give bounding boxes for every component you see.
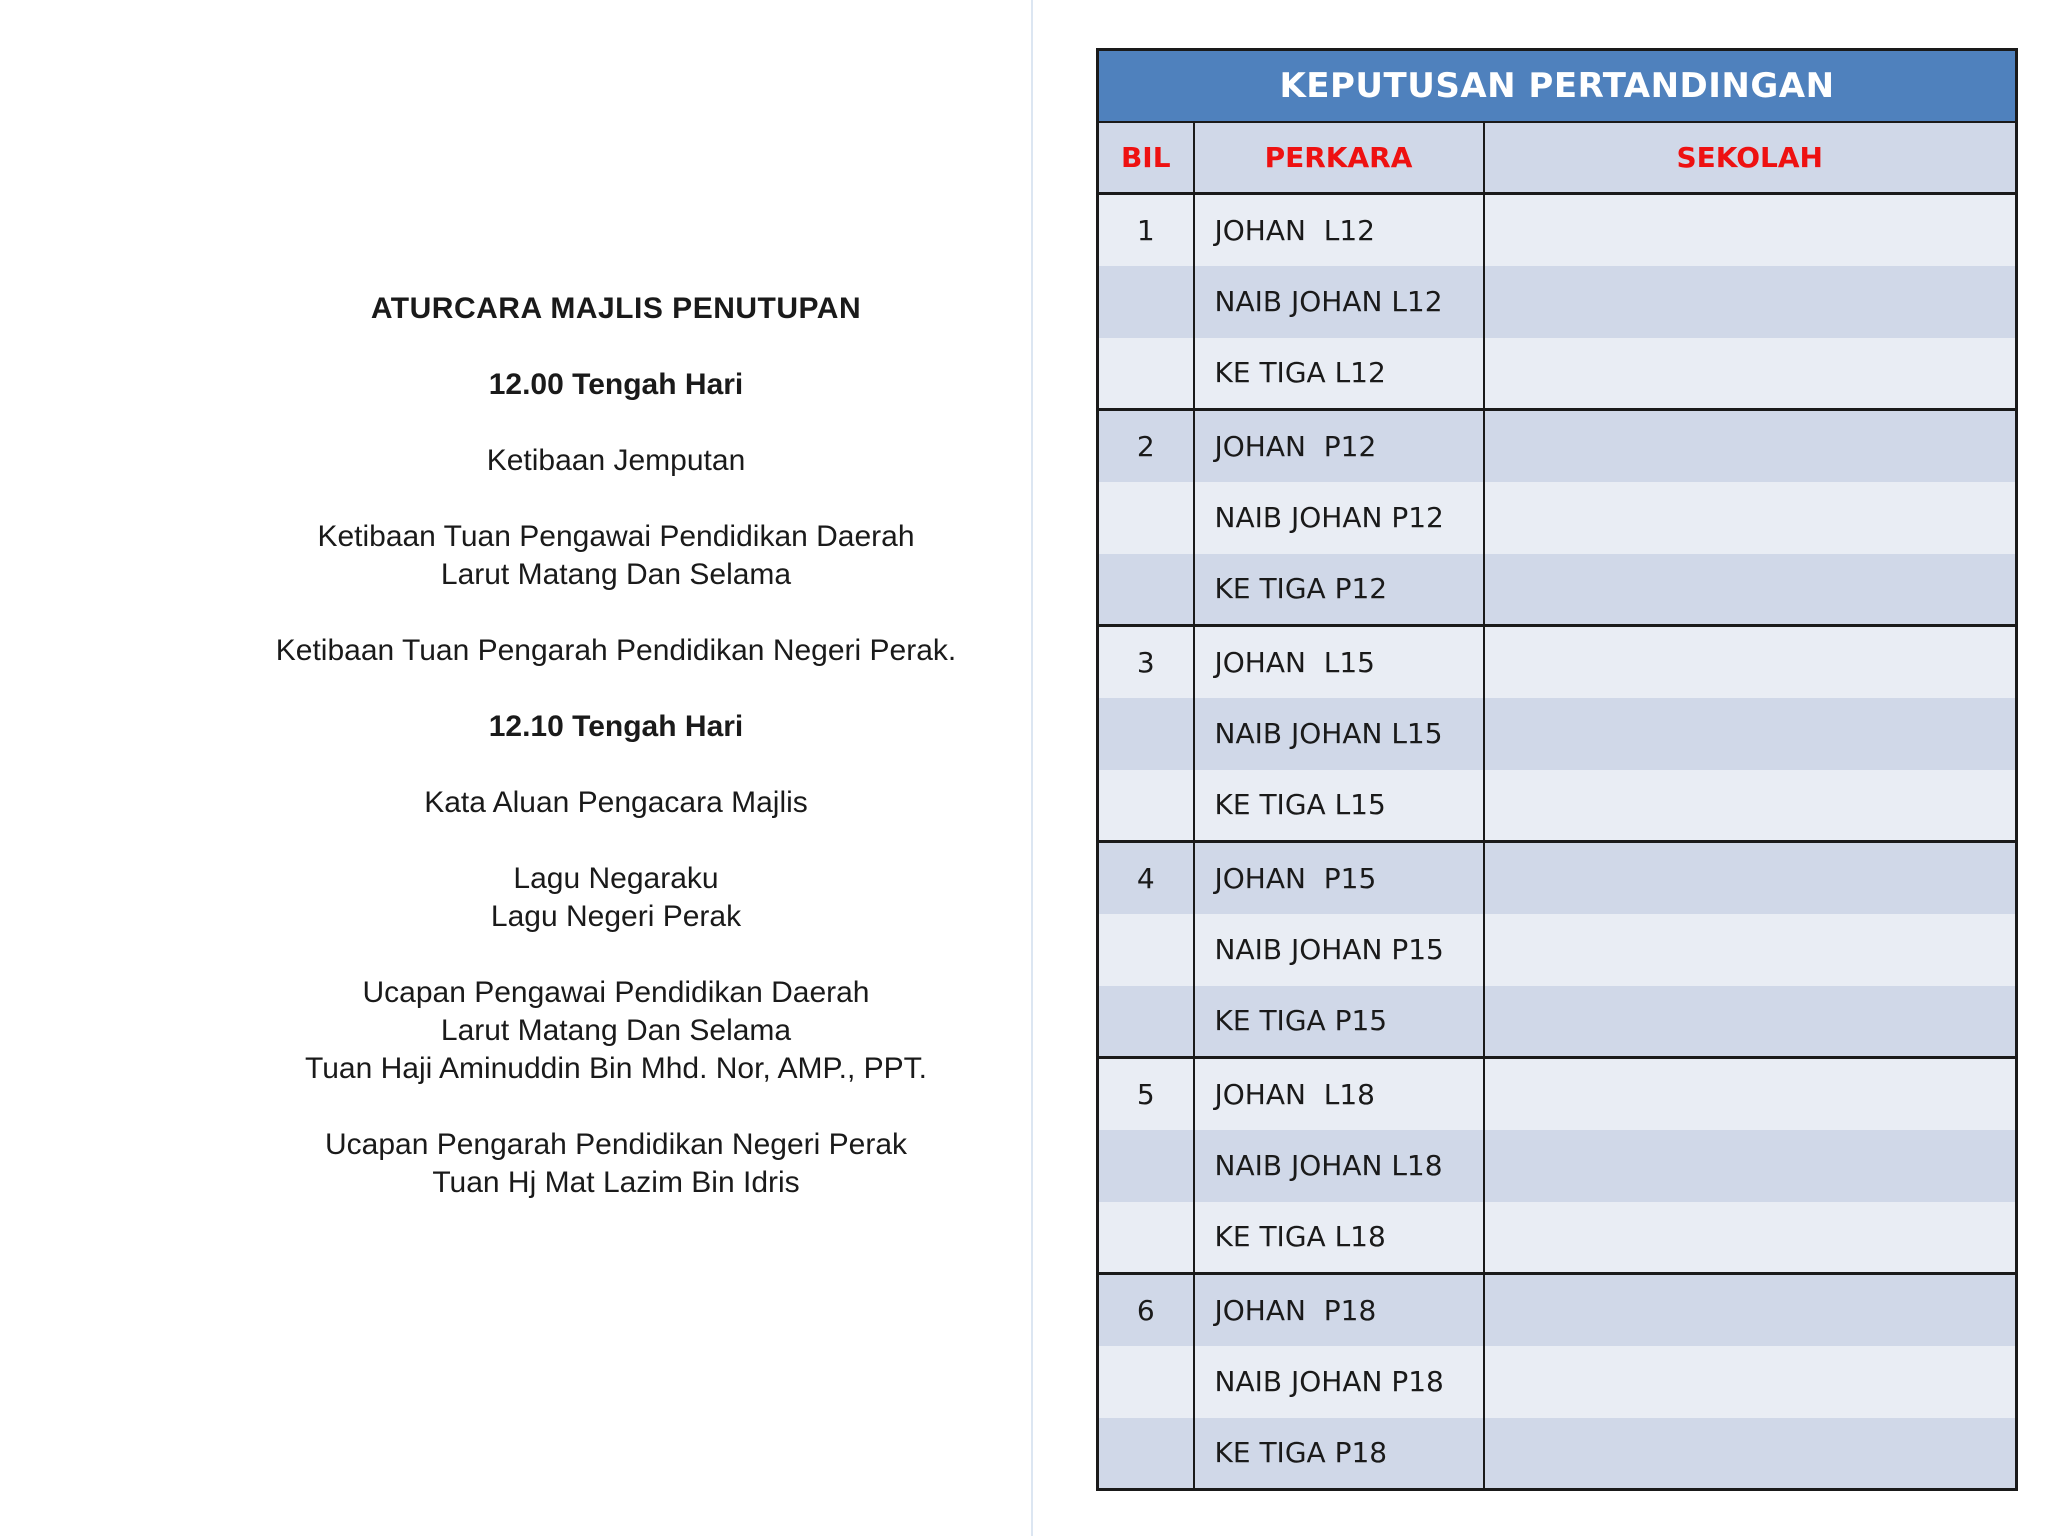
program-line: Ucapan Pengawai Pendidikan Daerah xyxy=(362,976,870,1009)
table-row xyxy=(1098,554,2017,626)
results-header-row xyxy=(1098,122,2017,194)
cell-perkara: JOHAN L18 xyxy=(1194,1058,1484,1130)
cell-sekolah[interactable] xyxy=(1484,1202,2017,1274)
table-row xyxy=(1098,482,2017,554)
program-item: Ketibaan Jemputan xyxy=(486,444,746,477)
cell-perkara: NAIB JOHAN P18 xyxy=(1194,1346,1484,1418)
cell-bil xyxy=(1098,482,1194,554)
program-title: ATURCARA MAJLIS PENUTUPAN xyxy=(370,292,862,325)
cell-perkara: JOHAN P18 xyxy=(1194,1274,1484,1346)
cell-bil xyxy=(1098,338,1194,410)
table-row xyxy=(1098,266,2017,338)
cell-perkara: NAIB JOHAN L18 xyxy=(1194,1130,1484,1202)
table-row xyxy=(1098,698,2017,770)
cell-sekolah[interactable] xyxy=(1484,410,2017,482)
table-row xyxy=(1098,986,2017,1058)
cell-perkara: NAIB JOHAN P15 xyxy=(1194,914,1484,986)
cell-sekolah[interactable] xyxy=(1484,266,2017,338)
results-body xyxy=(1098,194,2017,1490)
cell-bil xyxy=(1098,914,1194,986)
cell-sekolah[interactable] xyxy=(1484,698,2017,770)
cell-perkara: KE TIGA P12 xyxy=(1194,554,1484,626)
cell-sekolah[interactable] xyxy=(1484,1058,2017,1130)
program-item xyxy=(160,974,1072,1088)
cell-perkara: KE TIGA P18 xyxy=(1194,1418,1484,1490)
cell-perkara: KE TIGA P15 xyxy=(1194,986,1484,1058)
table-row xyxy=(1098,410,2017,482)
table-row xyxy=(1098,1346,2017,1418)
cell-sekolah[interactable] xyxy=(1484,1346,2017,1418)
cell-bil xyxy=(1098,986,1194,1058)
cell-bil: 1 xyxy=(1098,194,1194,266)
cell-sekolah[interactable] xyxy=(1484,1274,2017,1346)
table-row xyxy=(1098,338,2017,410)
results-table xyxy=(1096,48,2018,1491)
table-row xyxy=(1098,1418,2017,1490)
cell-sekolah[interactable] xyxy=(1484,482,2017,554)
header-bil: BIL xyxy=(1098,122,1194,194)
cell-bil xyxy=(1098,698,1194,770)
cell-perkara: JOHAN L12 xyxy=(1194,194,1484,266)
cell-bil xyxy=(1098,1418,1194,1490)
cell-bil xyxy=(1098,770,1194,842)
program-time-1: 12.00 Tengah Hari xyxy=(488,368,744,401)
program-line: Tuan Hj Mat Lazim Bin Idris xyxy=(432,1166,800,1199)
program-item: Kata Aluan Pengacara Majlis xyxy=(424,786,808,819)
program-line: Ucapan Pengarah Pendidikan Negeri Perak xyxy=(324,1128,908,1161)
cell-perkara: KE TIGA L15 xyxy=(1194,770,1484,842)
cell-bil: 6 xyxy=(1098,1274,1194,1346)
cell-sekolah[interactable] xyxy=(1484,1130,2017,1202)
cell-perkara: JOHAN L15 xyxy=(1194,626,1484,698)
cell-perkara: NAIB JOHAN L15 xyxy=(1194,698,1484,770)
program-item: Ketibaan Tuan Pengarah Pendidikan Negeri Perak. xyxy=(275,634,957,667)
results-title: KEPUTUSAN PERTANDINGAN xyxy=(1098,50,2017,122)
table-row xyxy=(1098,770,2017,842)
program-line: Tuan Haji Aminuddin Bin Mhd. Nor, AMP., PPT. xyxy=(305,1052,927,1085)
cell-bil: 4 xyxy=(1098,842,1194,914)
cell-bil: 3 xyxy=(1098,626,1194,698)
cell-bil xyxy=(1098,1130,1194,1202)
header-sekolah: SEKOLAH xyxy=(1484,122,2017,194)
cell-bil xyxy=(1098,554,1194,626)
ceremony-program xyxy=(160,290,1072,1240)
table-row xyxy=(1098,626,2017,698)
table-row xyxy=(1098,1202,2017,1274)
cell-perkara: JOHAN P15 xyxy=(1194,842,1484,914)
cell-sekolah[interactable] xyxy=(1484,626,2017,698)
results-title-row xyxy=(1098,50,2017,122)
cell-bil: 5 xyxy=(1098,1058,1194,1130)
cell-bil xyxy=(1098,1346,1194,1418)
cell-perkara: NAIB JOHAN L12 xyxy=(1194,266,1484,338)
cell-sekolah[interactable] xyxy=(1484,914,2017,986)
table-row xyxy=(1098,194,2017,266)
table-row xyxy=(1098,1058,2017,1130)
cell-bil xyxy=(1098,1202,1194,1274)
program-line: Larut Matang Dan Selama xyxy=(440,1014,792,1047)
cell-perkara: NAIB JOHAN P12 xyxy=(1194,482,1484,554)
program-item xyxy=(160,1126,1072,1202)
program-time-2: 12.10 Tengah Hari xyxy=(488,710,744,743)
cell-perkara: KE TIGA L18 xyxy=(1194,1202,1484,1274)
program-line: Lagu Negaraku xyxy=(513,862,719,895)
header-perkara: PERKARA xyxy=(1194,122,1484,194)
program-line: Ketibaan Tuan Pengawai Pendidikan Daerah xyxy=(317,520,915,553)
cell-bil: 2 xyxy=(1098,410,1194,482)
cell-sekolah[interactable] xyxy=(1484,770,2017,842)
program-line: Larut Matang Dan Selama xyxy=(440,558,792,591)
cell-bil xyxy=(1098,266,1194,338)
cell-perkara: KE TIGA L12 xyxy=(1194,338,1484,410)
program-item xyxy=(160,518,1072,594)
table-row xyxy=(1098,842,2017,914)
cell-sekolah[interactable] xyxy=(1484,1418,2017,1490)
program-line: Lagu Negeri Perak xyxy=(490,900,742,933)
cell-sekolah[interactable] xyxy=(1484,338,2017,410)
table-row xyxy=(1098,914,2017,986)
cell-sekolah[interactable] xyxy=(1484,986,2017,1058)
cell-sekolah[interactable] xyxy=(1484,842,2017,914)
table-row xyxy=(1098,1130,2017,1202)
table-row xyxy=(1098,1274,2017,1346)
cell-sekolah[interactable] xyxy=(1484,554,2017,626)
cell-perkara: JOHAN P12 xyxy=(1194,410,1484,482)
program-item xyxy=(160,860,1072,936)
cell-sekolah[interactable] xyxy=(1484,194,2017,266)
